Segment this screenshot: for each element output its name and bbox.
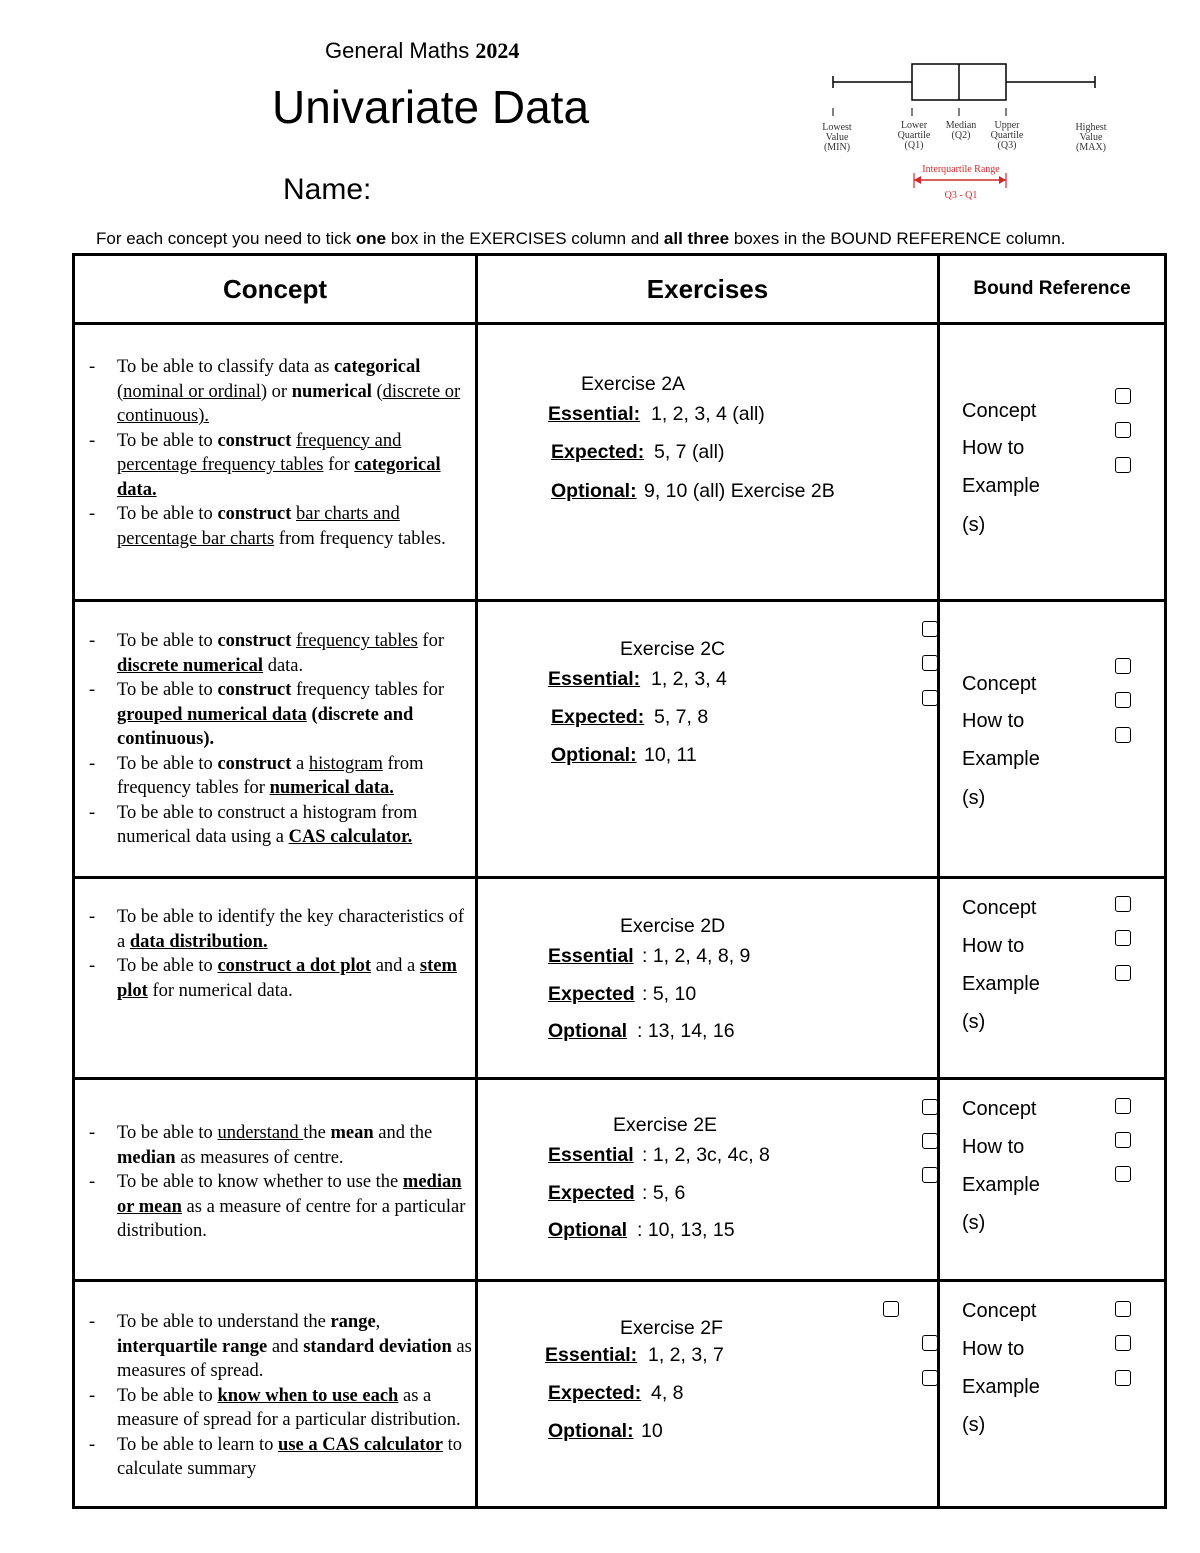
exercise-cell (477, 878, 939, 1079)
exercise-checkbox[interactable] (922, 1335, 938, 1351)
concept-list (75, 629, 475, 850)
exercise-checkbox[interactable] (922, 1133, 938, 1149)
essential-label: Essential: (545, 1344, 638, 1366)
ex-title: Exercise 2E (613, 1114, 718, 1136)
ref-concept-checkbox[interactable] (1115, 1098, 1131, 1114)
bp-iqr-label: Interquartile Range (922, 164, 1000, 175)
ref-example: Example (962, 475, 1040, 497)
ref-s: (s) (962, 514, 986, 536)
concept-cell (74, 324, 477, 601)
ref-s: (s) (962, 1414, 986, 1436)
ref-example: Example (962, 1174, 1040, 1196)
page-title: Univariate Data (272, 81, 590, 133)
expected-values: : 5, 6 (642, 1182, 686, 1204)
ref-concept-checkbox[interactable] (1115, 896, 1131, 912)
ref-how-to: How to (962, 710, 1025, 732)
exercise-checkbox[interactable] (922, 690, 938, 706)
table-row (74, 1079, 1166, 1281)
ref-example-checkbox[interactable] (1115, 965, 1131, 981)
exercise-cell (477, 1079, 939, 1281)
ex-title: Exercise 2C (620, 638, 726, 660)
essential-values: 1, 2, 3, 4 (651, 668, 727, 690)
optional-values: : 13, 14, 16 (637, 1020, 735, 1042)
ex-title: Exercise 2F (620, 1317, 723, 1339)
list-item: - To be able to construct frequency tables for discrete numerical data. (75, 629, 475, 678)
header-concept: Concept (74, 255, 477, 324)
optional-values: 10 (641, 1420, 663, 1442)
list-item: - To be able to identify the key characteristics of a data distribution. (75, 905, 475, 954)
exercise-checkbox[interactable] (883, 1301, 899, 1317)
expected-label: Expected (548, 983, 635, 1005)
list-item: - To be able to construct frequency tables for grouped numerical data (discrete and continuous). (75, 678, 475, 752)
expected-values: 4, 8 (651, 1382, 684, 1404)
concept-list (75, 1121, 475, 1244)
optional-values: : 10, 13, 15 (637, 1219, 735, 1241)
box-plot-diagram (815, 60, 1115, 210)
essential-label: Essential: (548, 403, 641, 425)
list-item: - To be able to construct a dot plot and a stem plot for numerical data. (75, 954, 475, 1003)
ref-example: Example (962, 748, 1040, 770)
concept-cell (74, 1079, 477, 1281)
bp-max-l2: Value (1079, 132, 1103, 143)
exercise-checkbox[interactable] (922, 1370, 938, 1386)
list-item: - To be able to know when to use each as a measure of spread for a particular distribution. (75, 1384, 475, 1433)
ref-s: (s) (962, 1212, 986, 1234)
instr-part3: boxes in the BOUND REFERENCE column. (729, 229, 1066, 248)
ref-s: (s) (962, 787, 986, 809)
bp-min-l1: Lowest (822, 122, 852, 133)
expected-label: Expected: (548, 1382, 642, 1404)
exercise-checkbox[interactable] (922, 655, 938, 671)
table-row (74, 324, 1166, 601)
reference-cell (939, 324, 1166, 601)
expected-values: 5, 7, 8 (654, 706, 709, 728)
bp-min-l2: Value (825, 132, 849, 143)
reference-cell (939, 1281, 1166, 1508)
essential-values: : 1, 2, 4, 8, 9 (642, 945, 751, 967)
reference-cell (939, 601, 1166, 878)
ref-how-to: How to (962, 935, 1025, 957)
ref-concept: Concept (962, 1300, 1037, 1322)
bp-min-l3: (MIN) (823, 142, 851, 153)
optional-values: 9, 10 (all) Exercise 2B (644, 480, 835, 502)
concept-list (75, 905, 475, 1003)
reference-cell (939, 1079, 1166, 1281)
essential-label: Essential: (548, 668, 641, 690)
concept-list (75, 1310, 475, 1482)
table-row (74, 878, 1166, 1079)
list-item: - To be able to construct frequency and percentage frequency tables for categorical data. (75, 429, 475, 503)
subject-line (325, 38, 519, 64)
exercise-cell (477, 324, 939, 601)
ref-concept-checkbox[interactable] (1115, 388, 1131, 404)
subject-year: 2024 (475, 38, 520, 63)
essential-values: 1, 2, 3, 7 (648, 1344, 724, 1366)
optional-label: Optional (548, 1219, 628, 1241)
ref-how-to-checkbox[interactable] (1115, 692, 1131, 708)
reference-cell (939, 878, 1166, 1079)
ref-how-to: How to (962, 1338, 1025, 1360)
ref-example-checkbox[interactable] (1115, 457, 1131, 473)
concept-cell (74, 1281, 477, 1508)
list-item: - To be able to classify data as categorical (nominal or ordinal) or numerical (discrete or continuous). (75, 355, 475, 429)
ref-example-checkbox[interactable] (1115, 727, 1131, 743)
exercise-cell (477, 601, 939, 878)
bp-med-l2: (Q2) (951, 130, 971, 141)
optional-label: Optional (548, 1020, 628, 1042)
bp-med-l1: Median (945, 120, 977, 131)
optional-label: Optional: (551, 744, 637, 766)
table-row (74, 1281, 1166, 1508)
expected-label: Expected: (551, 441, 645, 463)
expected-label: Expected (548, 1182, 635, 1204)
header-bound-reference: Bound Reference (939, 255, 1166, 324)
list-item: - To be able to construct a histogram from frequency tables for numerical data. (75, 752, 475, 801)
ref-concept: Concept (962, 1098, 1037, 1120)
bp-q3-l3: (Q3) (997, 140, 1017, 151)
bp-max-l1: Highest (1075, 122, 1107, 133)
ref-example: Example (962, 1376, 1040, 1398)
table-row (74, 601, 1166, 878)
expected-values: : 5, 10 (642, 983, 697, 1005)
list-item: - To be able to know whether to use the median or mean as a measure of centre for a particular distribution. (75, 1170, 475, 1244)
ref-concept-checkbox[interactable] (1115, 658, 1131, 674)
concept-cell (74, 878, 477, 1079)
ref-example-checkbox[interactable] (1115, 1370, 1131, 1386)
expected-label: Expected: (551, 706, 645, 728)
exercise-checkbox[interactable] (922, 621, 938, 637)
ref-concept: Concept (962, 897, 1037, 919)
bp-max-l3: (MAX) (1076, 142, 1106, 153)
list-item: - To be able to understand the range, interquartile range and standard deviation as measures of spread. (75, 1310, 475, 1384)
ref-how-to-checkbox[interactable] (1115, 422, 1131, 438)
ref-how-to-checkbox[interactable] (1115, 1335, 1131, 1351)
concept-list (75, 355, 475, 551)
concept-table (72, 253, 1167, 1509)
bp-q3-l2: Quartile (990, 130, 1024, 141)
ref-example: Example (962, 973, 1040, 995)
ref-concept: Concept (962, 673, 1037, 695)
instr-part1: For each concept you need to tick (96, 229, 356, 248)
optional-label: Optional: (551, 480, 637, 502)
bp-q1-l1: Lower (900, 120, 928, 131)
ref-how-to: How to (962, 437, 1025, 459)
ref-how-to-checkbox[interactable] (1115, 930, 1131, 946)
bp-q1-l2: Quartile (897, 130, 931, 141)
name-label: Name: (283, 173, 372, 206)
ref-example-checkbox[interactable] (1115, 1166, 1131, 1182)
bp-q1-l3: (Q1) (904, 140, 924, 151)
subject-name: General Maths (325, 38, 470, 63)
list-item: - To be able to understand the mean and the median as measures of centre. (75, 1121, 475, 1170)
bp-iqr-formula: Q3 - Q1 (944, 190, 978, 201)
essential-label: Essential (548, 1144, 634, 1166)
ref-how-to: How to (962, 1136, 1025, 1158)
ref-concept-checkbox[interactable] (1115, 1301, 1131, 1317)
instruction-text (96, 229, 1065, 249)
optional-values: 10, 11 (644, 744, 697, 766)
table-header-row (74, 255, 1166, 324)
exercise-checkbox[interactable] (922, 1167, 938, 1183)
optional-label: Optional: (548, 1420, 634, 1442)
list-item: - To be able to construct a histogram from numerical data using a CAS calculator. (75, 801, 475, 850)
list-item: - To be able to construct bar charts and percentage bar charts from frequency tables. (75, 502, 475, 551)
essential-label: Essential (548, 945, 634, 967)
instr-part2: box in the EXERCISES column and (386, 229, 664, 248)
ref-how-to-checkbox[interactable] (1115, 1132, 1131, 1148)
ex-title: Exercise 2D (620, 915, 726, 937)
expected-values: 5, 7 (all) (654, 441, 725, 463)
bp-q3-l1: Upper (994, 120, 1020, 131)
essential-values: 1, 2, 3, 4 (all) (651, 403, 765, 425)
ref-concept: Concept (962, 400, 1037, 422)
ex-title: Exercise 2A (581, 373, 686, 395)
concept-cell (74, 601, 477, 878)
ref-s: (s) (962, 1011, 986, 1033)
exercise-cell (477, 1281, 939, 1508)
instr-all-three: all three (663, 229, 730, 248)
exercise-checkbox[interactable] (922, 1099, 938, 1115)
header-exercises: Exercises (477, 255, 939, 324)
list-item: - To be able to learn to use a CAS calculator to calculate summary (75, 1433, 475, 1482)
essential-values: : 1, 2, 3c, 4c, 8 (642, 1144, 770, 1166)
instr-one: one (355, 229, 387, 248)
